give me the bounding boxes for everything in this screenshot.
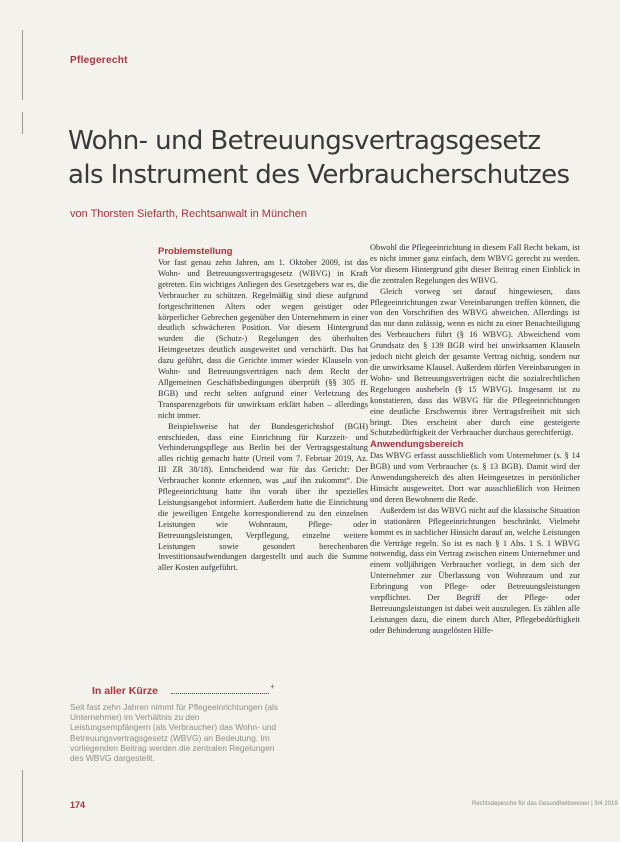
body-paragraph: Gleich vorweg sei darauf hingewiesen, dass Pflegeeinrichtungen zwar Vereinbarungen treffen können, die von den Vorschriften des WBVG abweichen. Allerdings ist das nur dann zulässig, wenn es nicht zu einer Benachteiligung des Verbrauchers führt (§ 16 WBVG). Abweichend vom Grundsatz des § 139 BGB wird bei unwirksamen Klauseln jedoch nicht gleich der gesamte Vertrag nichtig, sondern nur die unwirksame Klausel. Außerdem dürfen Vereinbarungen in Wohn- und Betreuungsverträgen nicht die sozialrechtlichen Regelungen aushebeln (§ 15 WBVG). Insgesamt ist zu konstatieren, dass das WBVG für die Pflegeeinrichtungen eine deutliche Erschwernis ihrer Vertragsfreiheit mit sich bringt. Dies erscheint aber durch eine gesteigerte Schutzbedürftigkeit der Verbraucher durchaus gerechtfertigt. bbox=[370, 286, 580, 438]
body-paragraph: Das WBVG erfasst ausschließlich vom Unternehmer (s. § 14 BGB) und vom Verbraucher (s. § 13 BGB). Damit wird der Anwendungsbereich des alten Heimgesetzes in persönlicher Hinsicht ausgeweitet. Dort war ausschließlich von Heimen und deren Bewohnern die Rede. bbox=[370, 451, 580, 504]
summary-text: Seit fast zehn Jahren nimmt für Pflegeeinrichtungen (als Unternehmer) im Verhältnis zu den Leistungsempfängern (als Verbraucher) das Wohn- und Betreuungsvertragsgesetz (WBVG) an Bedeutung. Im vorliegenden Beitrag werden die zentralen Regelungen des WBVG dargestellt. bbox=[70, 702, 279, 764]
page-number: 174 bbox=[70, 800, 86, 810]
body-paragraph: Außerdem ist das WBVG nicht auf die klassische Situation in stationären Pflegeeinrichtungen beschränkt. Vielmehr kommt es in sachlicher Hinsicht darauf an, welche Leistungen die Verträge regeln. So ist es nach § 1 Abs. 1 S. 1 WBVG notwendig, dass ein Vertrag zwischen einem Unternehmer und einem volljährigen Verbraucher vorliegt, in dem sich der Unternehmer zur Überlassung von Wohnraum und zur Erbringung von Pflege- oder Betreuungsleistungen verpflichtet. Der Begriff der Pflege- oder Betreuungsleistungen ist dabei weit auszulegen. Es zählen alle Leistungen dazu, die einem durch Alter, Pflegebedürftigkeit oder Behinderung ausgelösten Hilfe- bbox=[370, 505, 580, 635]
body-paragraph: Obwohl die Pflegeeinrichtung in diesem Fall Recht bekam, ist es nicht immer ganz einfach, dem WBVG gerecht zu werden. Vor diesem Hintergrund gibt dieser Beitrag einen Einblick in die zentralen Regelungen des WBVG. bbox=[370, 243, 580, 285]
page-fold-line bbox=[22, 30, 23, 100]
page-fold-line bbox=[22, 112, 23, 134]
article-title bbox=[68, 124, 570, 192]
body-paragraph: Beispielsweise hat der Bundesgerichtshof (BGH) entschieden, dass eine Einrichtung für Kurzzeit- und Verhinderungspflege aus Berlin bei der Vertragsgestaltung alles richtig gemacht hatte (Urteil vom 7. Februar 2019, Az. III ZR 38/18). Entscheidend war für das Gericht: Der Verbraucher konnte erkennen, was „auf ihn zukommt“. Die Pflegeeinrichtung hatte ihn vorab über ihr spezielles Leistungsangebot informiert. Außerdem hatte die Einrichtung die jeweiligen Entgelte korrespondierend zu den einzelnen Leistungen wie Wohnraum, Pflege- oder Betreuungsleistungen, Verpflegung, einzelne weitere Leistungen sowie gesondert berechenbaren Investitionsaufwendungen dargestellt und auch die Summe aller Kosten aufgeführt. bbox=[158, 421, 368, 573]
summary-divider bbox=[171, 693, 269, 694]
right-text-column bbox=[370, 243, 580, 637]
body-paragraph: Vor fast genau zehn Jahren, am 1. Oktober 2009, ist das Wohn- und Betreuungsvertragsgesetz (WBVG) in Kraft getreten. Ein wichtiges Anliegen des Gesetzgebers war es, die Verbraucher zu schützen. Regelmäßig sind diese aufgrund fortgeschrittenen Alters oder wegen geistiger oder körperlicher Gebrechen gegenüber den Unternehmern in einer deutlich schwächeren Position. Vor diesem Hintergrund wurden die (Schutz-) Regelungen des überholten Heimgesetzes deutlich ausgeweitet und verschärft. Das hat dazu geführt, dass die Gerichte immer wieder Klauseln von Wohn- und Betreuungsverträgen nach dem Recht der Allgemeinen Geschäftsbedingungen überprüft (§§ 305 ff. BGB) und recht selten aufgrund einer Verletzung des Transparenzgebots für unwirksam erklärt haben – allerdings nicht immer. bbox=[158, 258, 368, 420]
article-title-line-2: als Instrument des Verbraucherschutzes bbox=[68, 160, 570, 190]
section-kicker: Pflegerecht bbox=[70, 55, 128, 66]
section-heading-problem: Problemstellung bbox=[158, 246, 233, 257]
summary-heading: In aller Kürze bbox=[92, 685, 158, 697]
journal-footer: Rechtsdepesche für das Gesundheitswesen | 3/4 2019 bbox=[472, 801, 618, 807]
summary-plus-mark: + bbox=[270, 682, 275, 691]
article-title-line-1: Wohn- und Betreuungsvertragsgesetz bbox=[68, 126, 541, 156]
section-heading-scope: Anwendungsbereich bbox=[370, 439, 464, 451]
page-fold-line bbox=[22, 770, 23, 842]
author-byline: von Thorsten Siefarth, Rechtsanwalt in München bbox=[70, 208, 308, 220]
left-text-column bbox=[158, 246, 368, 574]
